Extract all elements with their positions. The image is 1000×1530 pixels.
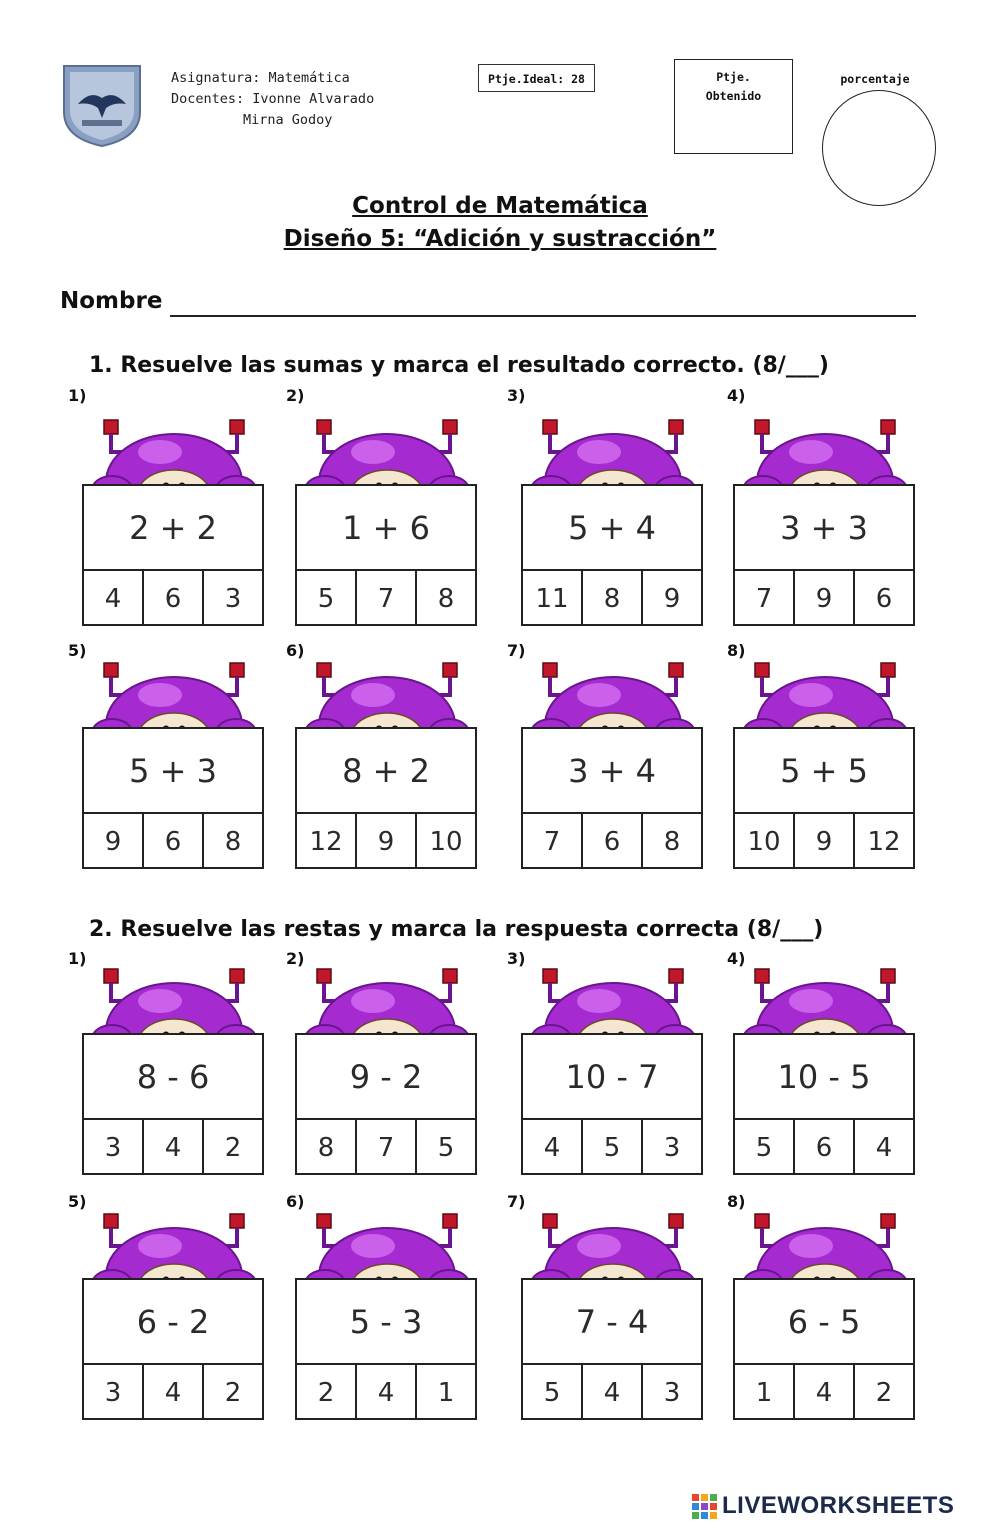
answer-option[interactable]: 5 xyxy=(437,1132,455,1163)
answer-option[interactable]: 3 xyxy=(663,1377,681,1408)
answer-option[interactable]: 6 xyxy=(795,1120,855,1175)
operation: 5 + 3 xyxy=(84,729,262,814)
item-number: 3) xyxy=(507,386,526,405)
answer-option[interactable]: 3 xyxy=(224,583,242,614)
answer-options xyxy=(523,1120,701,1175)
footer-logo xyxy=(692,1492,992,1522)
robot-icon xyxy=(521,961,705,1041)
robot-icon xyxy=(733,655,917,735)
robot-icon xyxy=(521,1206,705,1286)
item-number: 7) xyxy=(507,641,526,660)
robot-illustration xyxy=(295,1206,479,1286)
subject-text: Asignatura: Matemática xyxy=(171,70,350,86)
subtraction-card xyxy=(295,1033,477,1175)
answer-option[interactable]: 9 xyxy=(795,571,855,626)
addition-card xyxy=(733,727,915,869)
answer-options xyxy=(84,1365,262,1420)
answer-option[interactable]: 2 xyxy=(224,1132,242,1163)
robot-illustration xyxy=(521,655,705,735)
subtraction-card xyxy=(733,1033,915,1175)
ideal-score-box: Ptje.Ideal: 28 xyxy=(478,64,595,92)
operation: 8 - 6 xyxy=(84,1035,262,1120)
robot-illustration xyxy=(521,412,705,492)
percentage-circle[interactable] xyxy=(822,90,936,206)
item-number: 2) xyxy=(286,949,305,968)
subtraction-card xyxy=(521,1278,703,1420)
operation: 2 + 2 xyxy=(84,486,262,571)
answer-option[interactable]: 8 xyxy=(297,1120,357,1175)
robot-illustration xyxy=(733,655,917,735)
answer-option[interactable]: 5 xyxy=(583,1120,643,1175)
subtraction-card xyxy=(82,1033,264,1175)
operation: 1 + 6 xyxy=(297,486,475,571)
answer-options xyxy=(84,814,262,869)
item-number: 6) xyxy=(286,1192,305,1211)
addition-card xyxy=(82,727,264,869)
answer-option[interactable]: 3 xyxy=(663,1132,681,1163)
teachers-text: Docentes: Ivonne Alvarado xyxy=(171,91,375,107)
answer-options xyxy=(735,1120,913,1175)
operation: 3 + 4 xyxy=(523,729,701,814)
item-number: 6) xyxy=(286,641,305,660)
subtraction-card xyxy=(82,1278,264,1420)
answer-option[interactable]: 7 xyxy=(357,1120,417,1175)
answer-option[interactable]: 8 xyxy=(437,583,455,614)
operation: 6 - 2 xyxy=(84,1280,262,1365)
name-input-line[interactable] xyxy=(170,315,916,317)
item-number: 5) xyxy=(68,1192,87,1211)
answer-options xyxy=(84,571,262,626)
answer-option[interactable]: 3 xyxy=(84,1120,144,1175)
operation: 10 - 5 xyxy=(735,1035,913,1120)
operation: 10 - 7 xyxy=(523,1035,701,1120)
answer-option[interactable]: 4 xyxy=(875,1132,893,1163)
answer-option[interactable]: 7 xyxy=(523,814,583,869)
answer-option[interactable]: 5 xyxy=(297,571,357,626)
robot-illustration xyxy=(295,961,479,1041)
answer-option[interactable]: 6 xyxy=(875,583,893,614)
robot-icon xyxy=(733,961,917,1041)
obtained-label-2: Obtenido xyxy=(705,89,762,103)
answer-option[interactable]: 8 xyxy=(663,826,681,857)
answer-option[interactable]: 5 xyxy=(735,1120,795,1175)
operation: 3 + 3 xyxy=(735,486,913,571)
robot-illustration xyxy=(82,655,266,735)
answer-option[interactable]: 2 xyxy=(297,1365,357,1420)
header-info xyxy=(171,68,374,131)
answer-option[interactable]: 5 xyxy=(523,1365,583,1420)
operation: 6 - 5 xyxy=(735,1280,913,1365)
robot-illustration xyxy=(82,961,266,1041)
robot-icon xyxy=(82,655,266,735)
answer-option[interactable]: 8 xyxy=(583,571,643,626)
section-2-instruction: 2. Resuelve las restas y marca la respuesta correcta (8/___) xyxy=(89,917,824,942)
answer-option[interactable]: 8 xyxy=(224,826,242,857)
addition-card xyxy=(521,727,703,869)
item-number: 8) xyxy=(727,641,746,660)
answer-option[interactable]: 2 xyxy=(224,1377,242,1408)
operation: 9 - 2 xyxy=(297,1035,475,1120)
robot-illustration xyxy=(733,412,917,492)
addition-card xyxy=(295,727,477,869)
operation: 7 - 4 xyxy=(523,1280,701,1365)
answer-option[interactable]: 11 xyxy=(523,571,583,626)
answer-option[interactable]: 12 xyxy=(297,814,357,869)
answer-option[interactable]: 4 xyxy=(583,1365,643,1420)
robot-icon xyxy=(295,961,479,1041)
item-number: 2) xyxy=(286,386,305,405)
answer-option[interactable]: 10 xyxy=(735,814,795,869)
robot-illustration xyxy=(733,961,917,1041)
answer-options xyxy=(297,1120,475,1175)
answer-option[interactable]: 7 xyxy=(357,571,417,626)
obtained-score-box[interactable] xyxy=(674,59,793,154)
operation: 8 + 2 xyxy=(297,729,475,814)
item-number: 5) xyxy=(68,641,87,660)
item-number: 8) xyxy=(727,1192,746,1211)
percentage-label: porcentaje xyxy=(840,72,910,86)
answer-options xyxy=(297,814,475,869)
answer-options xyxy=(735,1365,913,1420)
robot-icon xyxy=(733,412,917,492)
robot-illustration xyxy=(82,412,266,492)
item-number: 1) xyxy=(68,386,87,405)
robot-illustration xyxy=(521,961,705,1041)
answer-option[interactable]: 4 xyxy=(84,571,144,626)
answer-option[interactable]: 4 xyxy=(144,1120,204,1175)
operation: 5 + 5 xyxy=(735,729,913,814)
answer-option[interactable]: 1 xyxy=(437,1377,455,1408)
answer-option[interactable]: 4 xyxy=(795,1365,855,1420)
answer-option[interactable]: 2 xyxy=(875,1377,893,1408)
answer-option[interactable]: 9 xyxy=(84,814,144,869)
robot-icon xyxy=(295,655,479,735)
robot-illustration xyxy=(82,1206,266,1286)
subtraction-card xyxy=(521,1033,703,1175)
item-number: 1) xyxy=(68,949,87,968)
robot-illustration xyxy=(521,1206,705,1286)
subtraction-card xyxy=(733,1278,915,1420)
school-crest xyxy=(60,60,144,148)
answer-option[interactable]: 1 xyxy=(735,1365,795,1420)
answer-option[interactable]: 6 xyxy=(583,814,643,869)
answer-option[interactable]: 10 xyxy=(429,826,463,857)
item-number: 7) xyxy=(507,1192,526,1211)
answer-option[interactable]: 6 xyxy=(144,814,204,869)
robot-icon xyxy=(82,961,266,1041)
robot-illustration xyxy=(295,655,479,735)
robot-icon xyxy=(521,412,705,492)
robot-illustration xyxy=(733,1206,917,1286)
robot-icon xyxy=(295,412,479,492)
liveworksheets-icon xyxy=(692,1494,718,1520)
section-1-instruction: 1. Resuelve las sumas y marca el resultado correcto. (8/___) xyxy=(89,353,829,378)
addition-card xyxy=(521,484,703,626)
answer-options xyxy=(297,571,475,626)
answer-options xyxy=(523,571,701,626)
robot-illustration xyxy=(295,412,479,492)
robot-icon xyxy=(82,1206,266,1286)
answer-option[interactable]: 12 xyxy=(867,826,901,857)
answer-options xyxy=(523,814,701,869)
answer-option[interactable]: 4 xyxy=(144,1365,204,1420)
subtraction-card xyxy=(295,1278,477,1420)
answer-option[interactable]: 4 xyxy=(523,1120,583,1175)
page-title: Control de Matemática xyxy=(352,193,648,219)
item-number: 4) xyxy=(727,949,746,968)
operation: 5 + 4 xyxy=(523,486,701,571)
answer-option[interactable]: 6 xyxy=(144,571,204,626)
teachers-text-2: Mirna Godoy xyxy=(243,112,333,128)
footer-brand: LIVEWORKSHEETS xyxy=(722,1492,955,1519)
robot-icon xyxy=(82,412,266,492)
addition-card xyxy=(733,484,915,626)
item-number: 3) xyxy=(507,949,526,968)
answer-options xyxy=(523,1365,701,1420)
answer-options xyxy=(735,571,913,626)
answer-option[interactable]: 9 xyxy=(795,814,855,869)
page-subtitle: Diseño 5: “Adición y sustracción” xyxy=(283,226,717,252)
answer-option[interactable]: 4 xyxy=(357,1365,417,1420)
answer-option[interactable]: 9 xyxy=(357,814,417,869)
obtained-label-1: Ptje. xyxy=(716,70,751,84)
addition-card xyxy=(295,484,477,626)
answer-options xyxy=(735,814,913,869)
answer-option[interactable]: 3 xyxy=(84,1365,144,1420)
operation: 5 - 3 xyxy=(297,1280,475,1365)
answer-option[interactable]: 9 xyxy=(663,583,681,614)
answer-options xyxy=(297,1365,475,1420)
name-label: Nombre xyxy=(60,288,163,314)
item-number: 4) xyxy=(727,386,746,405)
robot-icon xyxy=(733,1206,917,1286)
robot-icon xyxy=(521,655,705,735)
answer-option[interactable]: 7 xyxy=(735,571,795,626)
robot-icon xyxy=(295,1206,479,1286)
addition-card xyxy=(82,484,264,626)
answer-options xyxy=(84,1120,262,1175)
